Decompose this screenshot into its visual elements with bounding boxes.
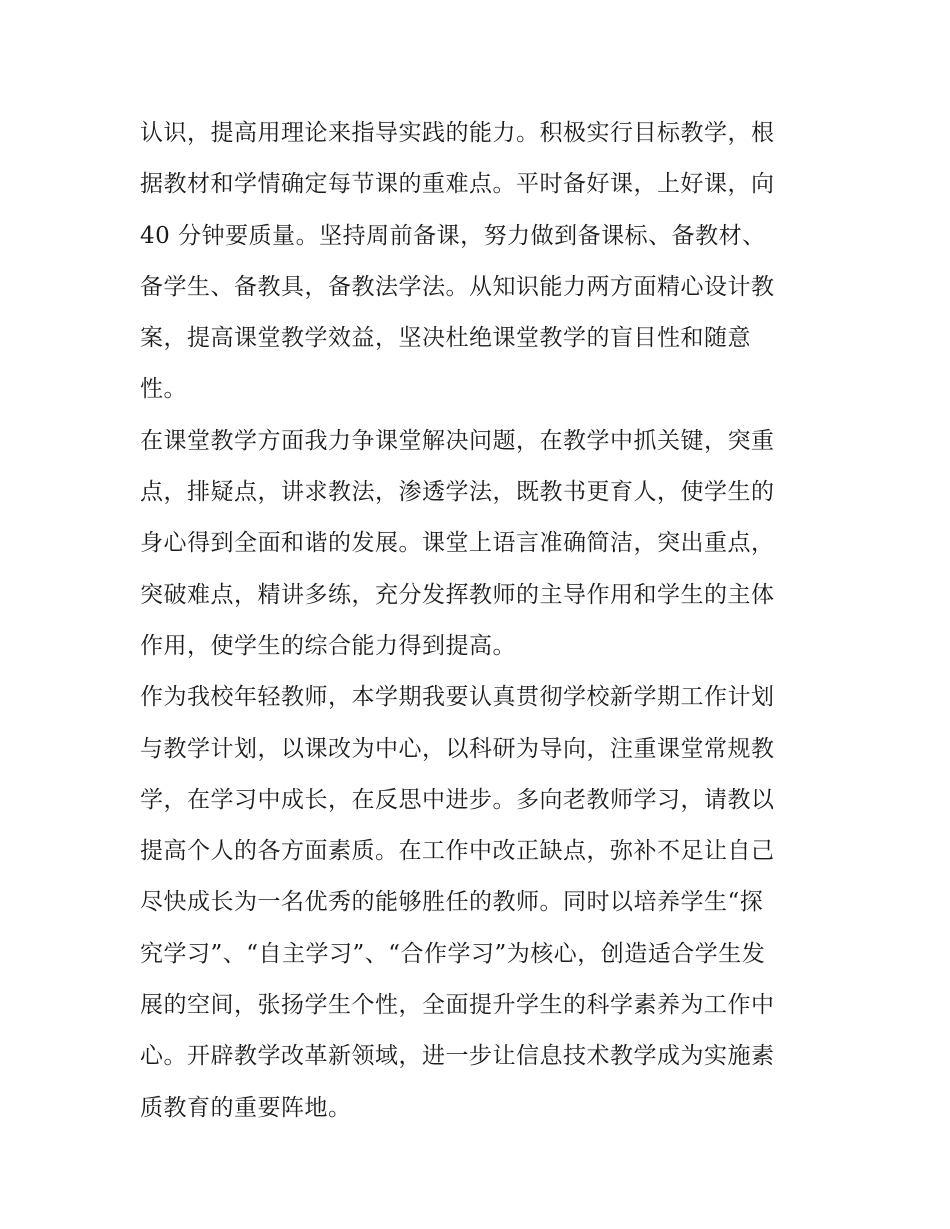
text-line: 学，在学习中成长，在反思中进步。多向老教师学习，请教以	[140, 786, 775, 813]
paragraph-2	[140, 416, 820, 672]
text-line: 身心得到全面和谐的发展。课堂上语言准确简洁，突出重点，	[140, 530, 775, 557]
text-line: 点，排疑点，讲求教法，渗透学法，既教书更育人，使学生的	[140, 479, 775, 506]
paragraph-1	[140, 108, 820, 416]
text-line: 与教学计划，以课改为中心，以科研为导向，注重课堂常规教	[140, 735, 775, 762]
text-line: 究学习”、“自主学习”、“合作学习”为核心，创造适合学生发	[140, 940, 766, 967]
text-line: 提高个人的各方面素质。在工作中改正缺点，弥补不足让自己	[140, 838, 775, 865]
text-line: 尽快成长为一名优秀的能够胜任的教师。同时以培养学生“探	[140, 889, 764, 916]
text-line: 展的空间，张扬学生个性，全面提升学生的科学素养为工作中	[140, 992, 775, 1019]
text-line: 40 分钟要质量。坚持周前备课，努力做到备课标、备教材、	[140, 222, 766, 249]
text-line: 备学生、备教具，备教法学法。从知识能力两方面精心设计教	[140, 273, 775, 300]
paragraph-3	[140, 672, 820, 1134]
text-line: 作用，使学生的综合能力得到提高。	[140, 632, 516, 659]
document-body	[140, 108, 820, 1134]
text-line: 突破难点，精讲多练，充分发挥教师的主导作用和学生的主体	[140, 581, 775, 608]
text-line: 案，提高课堂教学效益，坚决杜绝课堂教学的盲目性和随意	[140, 325, 751, 352]
text-line: 心。开辟教学改革新领域，进一步让信息技术教学成为实施素	[140, 1043, 775, 1070]
text-line: 据教材和学情确定每节课的重难点。平时备好课，上好课，向	[140, 171, 775, 198]
text-line: 认识，提高用理论来指导实践的能力。积极实行目标教学，根	[140, 120, 775, 146]
text-line: 性。	[140, 376, 187, 403]
text-line: 在课堂教学方面我力争课堂解决问题，在教学中抓关键，突重	[140, 427, 775, 454]
text-line: 质教育的重要阵地。	[140, 1094, 352, 1121]
text-line: 作为我校年轻教师，本学期我要认真贯彻学校新学期工作计划	[140, 684, 775, 711]
